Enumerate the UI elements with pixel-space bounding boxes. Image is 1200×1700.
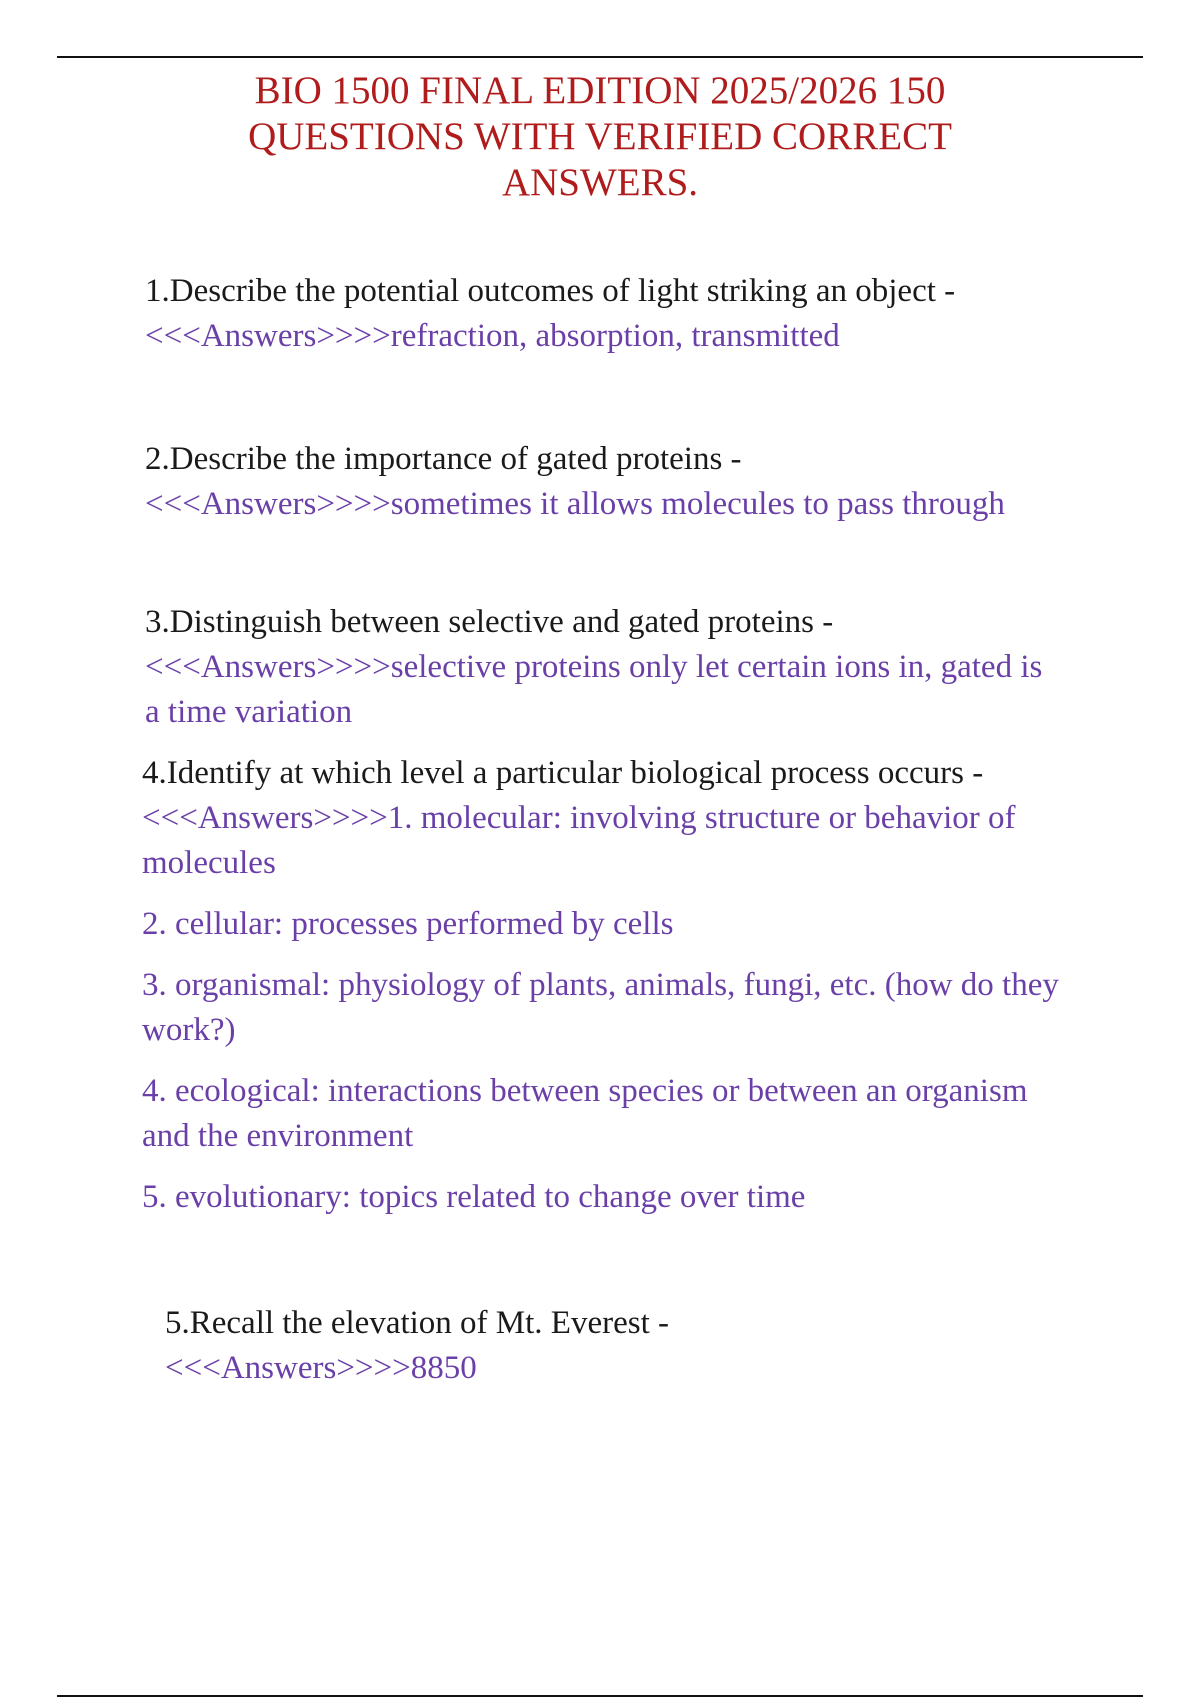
document-title: BIO 1500 FINAL EDITION 2025/2026 150 QUESTIONS WITH VERIFIED CORRECT ANSWERS. <box>248 69 952 204</box>
question-5-text: 5.Recall the elevation of Mt. Everest - <box>165 1305 669 1341</box>
question-block-1 <box>145 269 1065 359</box>
answer-4-item-4: 4. ecological: interactions between species or between an organism and the environment <box>142 1073 1028 1154</box>
bottom-rule <box>57 1695 1143 1697</box>
question-1-text: 1.Describe the potential outcomes of light striking an object - <box>145 273 956 309</box>
question-3-text: 3.Distinguish between selective and gated proteins - <box>145 604 834 640</box>
question-block-3 <box>145 600 1065 735</box>
answer-4-item-2: 2. cellular: processes performed by cells <box>142 906 674 942</box>
answer-1-text: <<<Answers>>>>refraction, absorption, transmitted <box>145 318 840 354</box>
answer-3-text: <<<Answers>>>>selective proteins only let certain ions in, gated is a time variation <box>145 649 1043 730</box>
answer-4-item-5: 5. evolutionary: topics related to change over time <box>142 1179 806 1215</box>
answer-4-text: <<<Answers>>>>1. molecular: involving structure or behavior of molecules <box>142 800 1016 881</box>
top-rule <box>57 56 1143 58</box>
answer-5-text: <<<Answers>>>>8850 <box>165 1350 477 1386</box>
question-block-2 <box>145 437 1065 527</box>
question-4-line <box>142 751 1067 886</box>
answer-4-item-3: 3. organismal: physiology of plants, animals, fungi, etc. (how do they work?) <box>142 967 1059 1048</box>
question-4-text: 4.Identify at which level a particular biological process occurs - <box>142 755 984 791</box>
question-block-5 <box>165 1301 1085 1391</box>
question-2-text: 2.Describe the importance of gated proteins - <box>145 441 742 477</box>
answer-2-text: <<<Answers>>>>sometimes it allows molecules to pass through <box>145 486 1005 522</box>
question-block-4 <box>142 751 1067 1220</box>
